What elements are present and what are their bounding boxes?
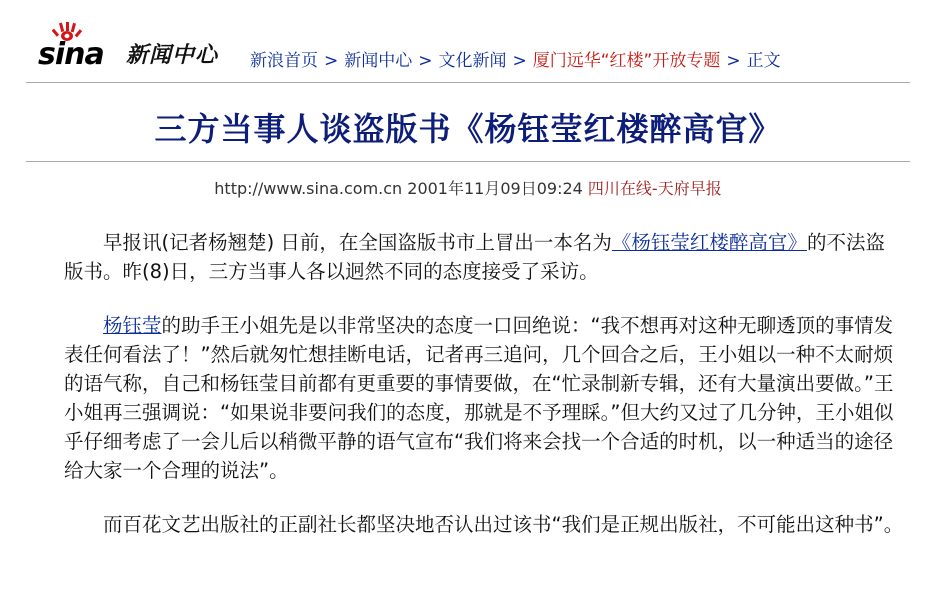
source-outlet-link[interactable]: 四川在线-天府早报 — [587, 179, 722, 198]
person-name-link[interactable]: 杨钰莹 — [103, 314, 162, 337]
sina-logo[interactable] — [38, 20, 118, 72]
paragraph-text: 的助手王小姐先是以非常坚决的态度一口回绝说：“我不想再对这种无聊透顶的事情发表任何看法了！”然后就匆忙想挂断电话，记者再三追问，几个回合之后，王小姐以一种不太耐烦的语气称，自己和杨钰莹目前都有更重要的事情要做，在“忙录制新专辑，还有大量演出要做。”王小姐再三强调说：“如果说非要问我们的态度，那就是不予理睬。”但大约又过了几分钟，王小姐似乎仔细考虑了一会儿后以稍微平静的语气宣布“我们将来会找一个合适的时机，以一种适当的途径给大家一个合理的说法”。 — [64, 314, 894, 482]
breadcrumb-article[interactable]: 正文 — [746, 51, 781, 71]
breadcrumb-sina-home[interactable]: 新浪首页 — [250, 51, 318, 71]
breadcrumb-special-topic[interactable]: 厦门远华“红楼”开放专题 — [532, 51, 721, 71]
site-header — [0, 0, 936, 82]
paragraph-text: 而百花文艺出版社的正副社长都坚决地否认出过该书“我们是正规出版社，不可能出这种书”。 — [103, 513, 904, 536]
breadcrumb-news-center[interactable]: 新闻中心 — [344, 51, 413, 71]
breadcrumb-separator: > — [418, 51, 433, 71]
paragraph-text: 的不法盗版书。昨(8)日，三方当事人各以迥然不同的态度接受了采访。 — [64, 231, 885, 283]
paragraph-1 — [64, 228, 904, 286]
book-title-link[interactable]: 《杨钰莹红楼醉高官》 — [611, 231, 807, 254]
paragraph-3 — [64, 510, 904, 539]
breadcrumb — [250, 46, 781, 71]
source-url-date: http://www.sina.com.cn 2001年11月09日09:24 — [214, 179, 583, 198]
article-source-line — [0, 176, 936, 199]
title-divider — [26, 161, 910, 162]
article-body — [64, 228, 904, 564]
paragraph-text: 早报讯(记者杨翘楚) 日前，在全国盗版书市上冒出一本名为 — [103, 231, 612, 254]
section-name: 新闻中心 — [126, 42, 219, 68]
header-divider — [26, 82, 910, 83]
breadcrumb-culture-news[interactable]: 文化新闻 — [438, 51, 507, 71]
sina-wordmark: sina — [38, 37, 104, 72]
paragraph-2 — [64, 311, 904, 485]
article-title: 三方当事人谈盗版书《杨钰莹红楼醉高官》 — [154, 110, 782, 148]
breadcrumb-separator: > — [324, 51, 339, 71]
breadcrumb-separator: > — [726, 51, 741, 71]
breadcrumb-separator: > — [512, 51, 527, 71]
